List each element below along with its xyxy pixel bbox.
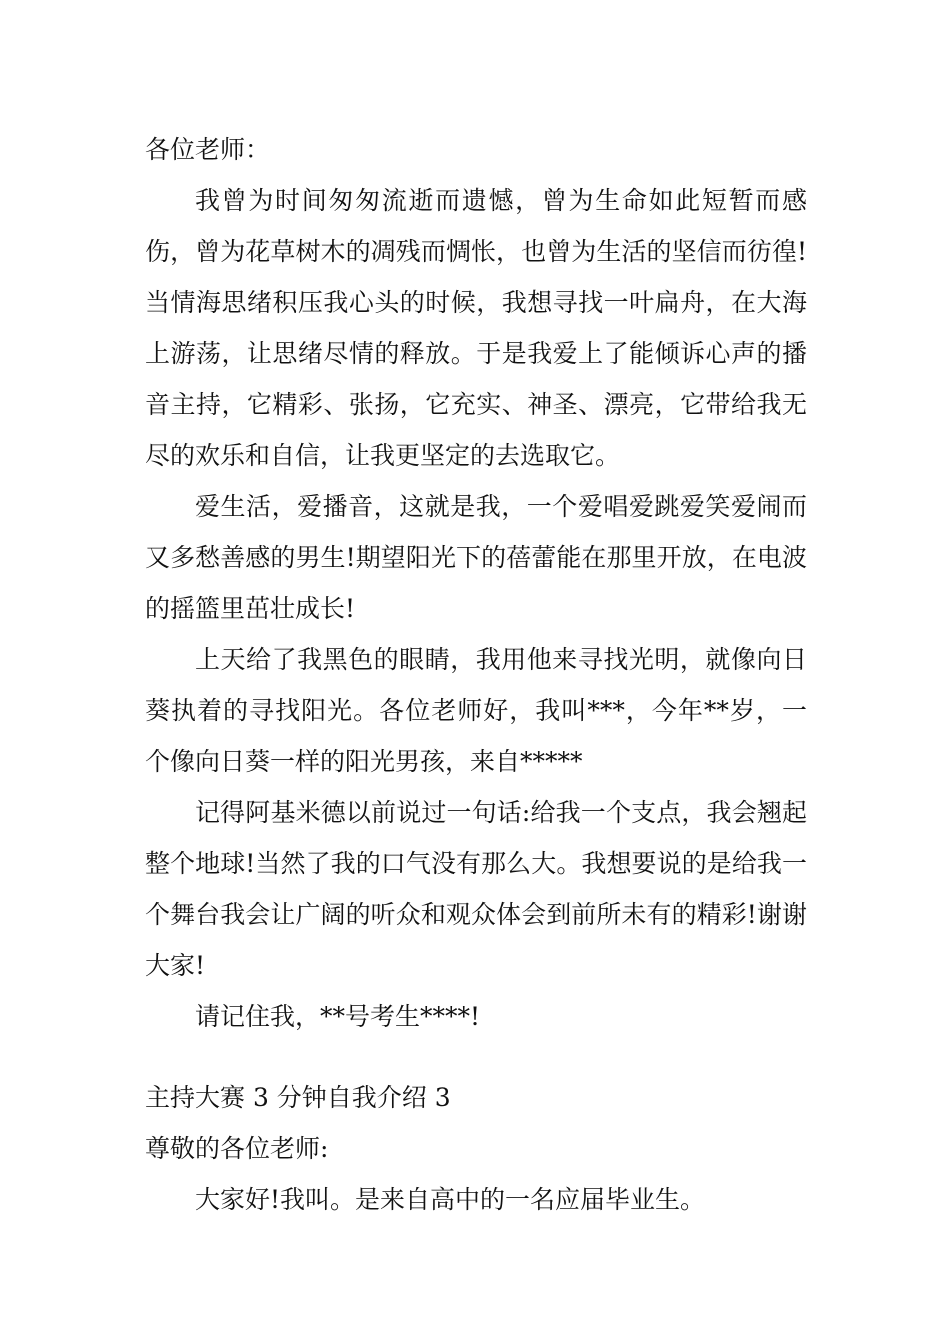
speech-section-1	[145, 124, 807, 1042]
salutation-2: 尊敬的各位老师:	[145, 1134, 329, 1163]
paragraph-2: 爱生活，爱播音，这就是我，一个爱唱爱跳爱笑爱闹而又多愁善感的男生!期望阳光下的蓓蕾能在那里开放，在电波的摇篮里茁壮成长!	[145, 492, 807, 623]
salutation: 各位老师：	[145, 135, 271, 164]
paragraph-3: 上天给了我黑色的眼睛，我用他来寻找光明，就像向日葵执着的寻找阳光。各位老师好，我叫***，今年**岁，一个像向日葵一样的阳光男孩，来自*****	[145, 645, 807, 776]
paragraph-6: 大家好!我叫。是来自高中的一名应届毕业生。	[195, 1185, 706, 1214]
speech-section-2	[145, 1072, 807, 1225]
paragraph-4: 记得阿基米德以前说过一句话:给我一个支点，我会翘起整个地球!当然了我的口气没有那么大。我想要说的是给我一个舞台我会让广阔的听众和观众体会到前所未有的精彩!谢谢大家!	[145, 798, 807, 980]
paragraph-1: 我曾为时间匆匆流逝而遗憾，曾为生命如此短暂而感伤，曾为花草树木的凋残而惆怅，也曾为生活的坚信而彷徨!当情海思绪积压我心头的时候，我想寻找一叶扁舟，在大海上游荡，让思绪尽情的释放。于是我爱上了能倾诉心声的播音主持，它精彩、张扬，它充实、神圣、漂亮，它带给我无尽的欢乐和自信，让我更坚定的去选取它。	[145, 186, 807, 470]
paragraph-5: 请记住我，**号考生****!	[195, 1002, 481, 1031]
section-heading: 主持大赛 3 分钟自我介绍 3	[145, 1083, 451, 1112]
